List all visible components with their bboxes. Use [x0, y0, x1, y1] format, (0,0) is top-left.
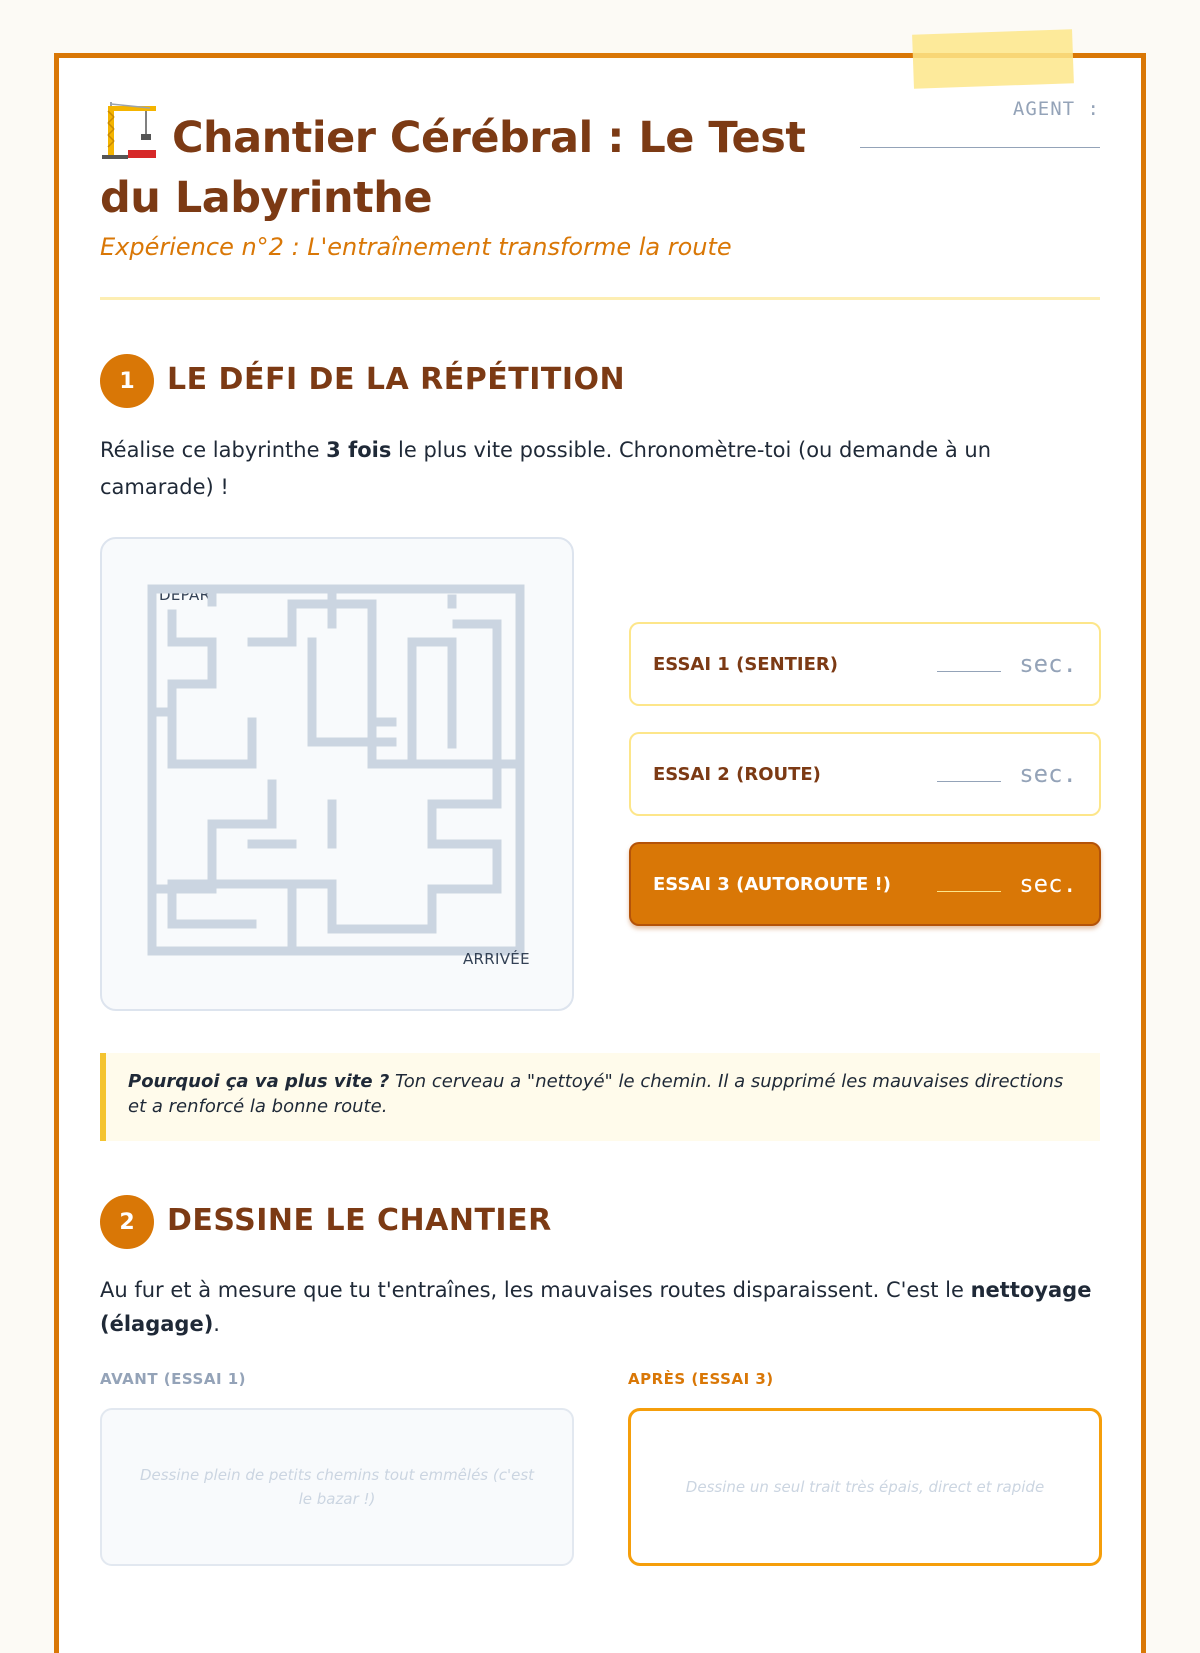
trial-1-row[interactable]	[629, 622, 1101, 706]
maze-panel[interactable]	[100, 537, 574, 1011]
after-drawing-label: APRÈS (ESSAI 3)	[628, 1370, 774, 1388]
trial-1-unit: sec.	[1019, 650, 1077, 678]
trial-2-row[interactable]	[629, 732, 1101, 816]
section-1-instructions: Réalise ce labyrinthe 3 fois le plus vite possible. Chronomètre-toi (ou demande à un camarade) !	[100, 438, 991, 499]
trial-2-time-blank[interactable]	[937, 763, 1001, 782]
trial-3-answer[interactable]	[937, 870, 1077, 898]
page-title	[100, 102, 860, 228]
trial-3-time-blank[interactable]	[937, 873, 1001, 892]
before-drawing-area[interactable]	[100, 1408, 574, 1566]
construction-crane-icon	[100, 102, 158, 160]
after-drawing-placeholder: Dessine un seul trait très épais, direct et rapide	[685, 1478, 1045, 1496]
trial-2-label: ESSAI 2 (ROUTE)	[653, 763, 821, 785]
section-1-title: LE DÉFI DE LA RÉPÉTITION	[167, 362, 626, 397]
agent-write-line[interactable]	[860, 147, 1100, 148]
page-subtitle: Expérience n°2 : L'entraînement transforme la route	[100, 233, 732, 261]
before-drawing-label: AVANT (ESSAI 1)	[100, 1370, 247, 1388]
section-2-title: DESSINE LE CHANTIER	[167, 1203, 552, 1238]
note-text: Ton cerveau a "nettoyé" le chemin. Il a supprimé les mauvaises directions et a renforcé la bonne route.	[128, 1071, 1064, 1117]
after-drawing-area[interactable]	[628, 1408, 1102, 1566]
maze-drawing[interactable]	[102, 539, 576, 1013]
section-2-number: 2	[100, 1195, 154, 1249]
maze-start-label: DÉPART	[159, 586, 219, 604]
trial-1-label: ESSAI 1 (SENTIER)	[653, 653, 839, 675]
agent-name-field[interactable]	[860, 98, 1100, 120]
trial-3-row[interactable]	[629, 842, 1101, 926]
trial-1-time-blank[interactable]	[937, 653, 1001, 672]
trial-3-label: ESSAI 3 (AUTOROUTE !)	[653, 873, 891, 895]
note-question: Pourquoi ça va plus vite ?	[128, 1071, 390, 1092]
section-2-instructions: Au fur et à mesure que tu t'entraînes, les mauvaises routes disparaissent. C'est le nettoyage (élagage).	[100, 1278, 1092, 1336]
trial-2-answer[interactable]	[937, 760, 1077, 788]
section-1-number: 1	[100, 354, 154, 408]
trial-1-answer[interactable]	[937, 650, 1077, 678]
before-drawing-placeholder: Dessine plein de petits chemins tout emmêlés (c'est le bazar !)	[139, 1466, 535, 1508]
trial-2-unit: sec.	[1019, 760, 1077, 788]
explanation-note	[100, 1053, 1100, 1141]
tape-decoration	[912, 29, 1074, 89]
maze-end-label: ARRIVÉE	[463, 950, 530, 968]
page-title-text: Chantier Cérébral : Le Test du Labyrinthe	[100, 113, 806, 223]
header-divider	[100, 297, 1100, 300]
agent-label: AGENT :	[1012, 98, 1100, 120]
trial-3-unit: sec.	[1019, 870, 1077, 898]
